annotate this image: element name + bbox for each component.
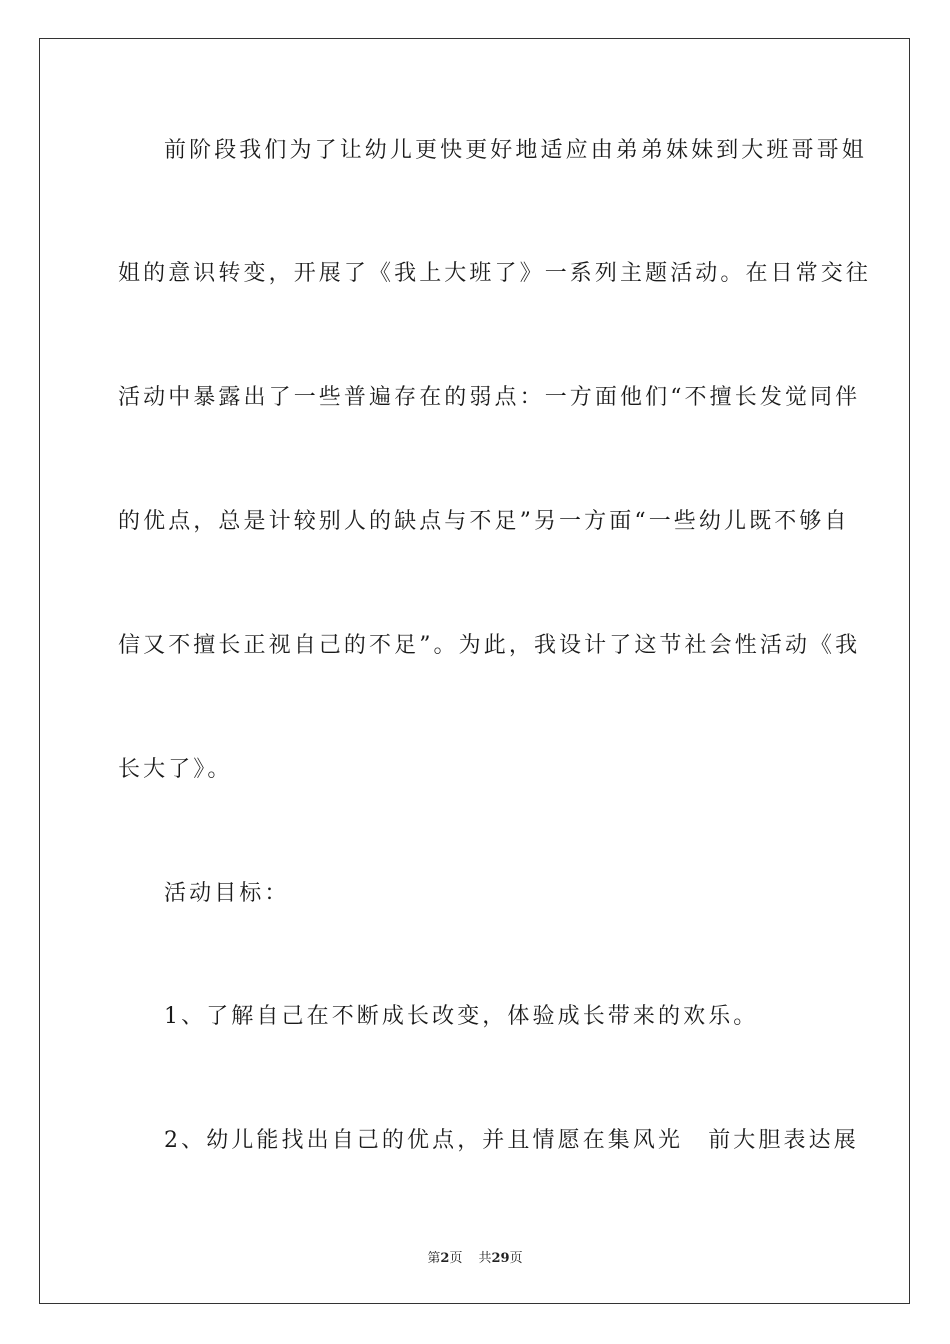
goal-item-2: 2、幼儿能找出自己的优点，并且情愿在集风光 前大胆表达展 (164, 1128, 859, 1153)
footer-page-suffix: 页 (449, 1251, 463, 1266)
page-footer (0, 1247, 950, 1266)
footer-page-number: 2 (440, 1251, 450, 1266)
paragraph-line-3: 活动中暴露出了一些普遍存在的弱点：一方面他们“不擅长发觉同伴 (118, 385, 861, 410)
paragraph-line-4: 的优点，总是计较别人的缺点与不足”另一方面“一些幼儿既不够自 (118, 509, 850, 534)
paragraph-line-1: 前阶段我们为了让幼儿更快更好地适应由弟弟妹妹到大班哥哥姐 (164, 138, 867, 163)
section-heading: 活动目标： (164, 881, 290, 906)
page-border (39, 38, 910, 1304)
footer-total-pages: 29 (491, 1251, 510, 1266)
footer-total-suffix: 页 (509, 1251, 523, 1266)
footer-total-prefix: 共 (478, 1251, 492, 1266)
paragraph-line-2: 姐的意识转变，开展了《我上大班了》一系列主题活动。在日常交往 (118, 261, 872, 286)
paragraph-line-5: 信又不擅长正视自己的不足”。为此，我设计了这节社会性活动《我 (118, 633, 861, 658)
paragraph-line-6: 长大了》。 (118, 757, 233, 782)
goal-item-1: 1、了解自己在不断成长改变，体验成长带来的欢乐。 (164, 1004, 759, 1029)
footer-page-prefix: 第 (427, 1251, 441, 1266)
